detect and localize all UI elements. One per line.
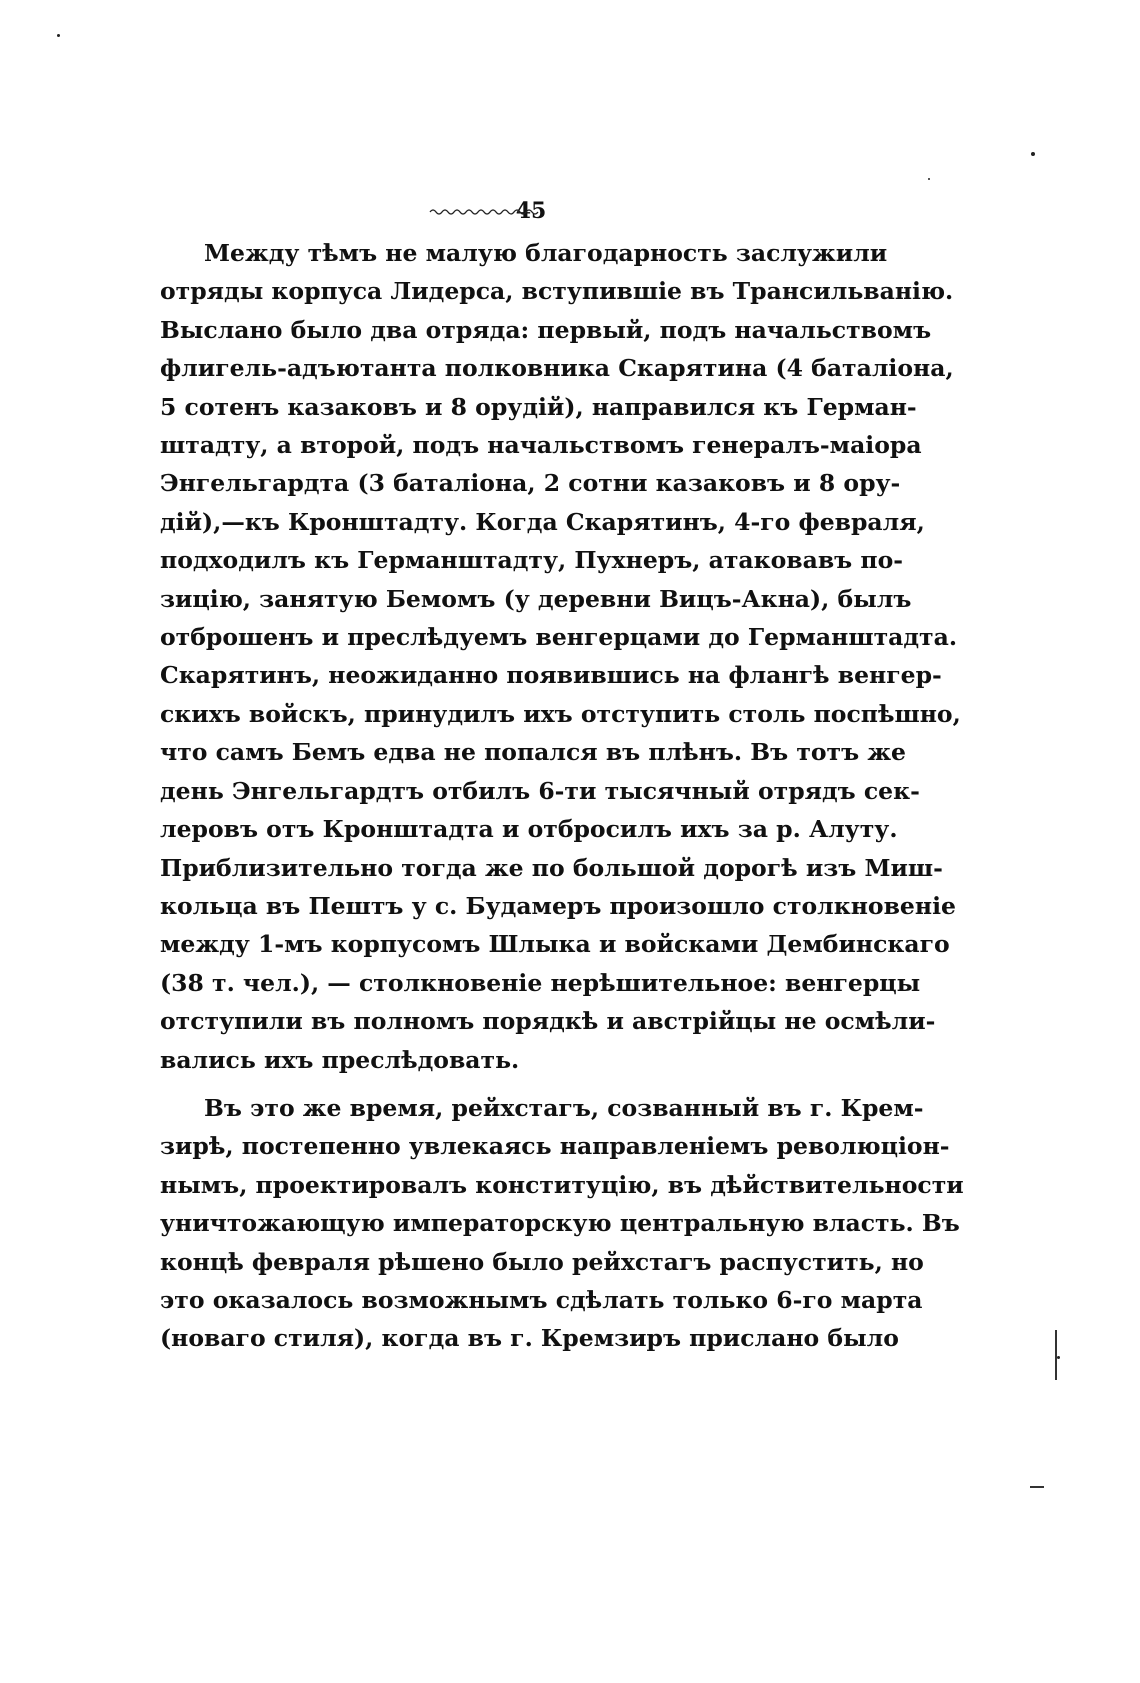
text-line: зирѣ, постепенно увлекаясь направленіемъ революціон- [160, 1132, 950, 1161]
text-line: день Энгельгардтъ отбилъ 6-ти тысячный отрядъ сек- [160, 776, 920, 805]
text-line: что самъ Бемъ едва не попался въ плѣнъ. Въ тотъ же [160, 738, 907, 767]
body-text [160, 234, 964, 1358]
text-line: Скарятинъ, неожиданно появившись на флангѣ венгер- [160, 661, 942, 690]
text-line: Выслано было два отряда: первый, подъ начальствомъ [160, 315, 932, 344]
text-line: подходилъ къ Германштадту, Пухнеръ, атаковавъ по- [160, 546, 903, 575]
paragraph-gap [160, 1079, 820, 1089]
text-line: Между тѣмъ не малую благодарность заслужили [204, 239, 888, 267]
paragraph [160, 234, 961, 1079]
text-line: 5 сотенъ казаковъ и 8 орудій), направился къ Герман- [160, 392, 917, 421]
scan-edge-mark [1055, 1330, 1057, 1380]
text-line: Приблизительно тогда же по большой дорогѣ изъ Миш- [160, 853, 943, 882]
text-line: штадту, а второй, подъ начальствомъ генералъ-маіора [160, 431, 922, 460]
text-line: (38 т. чел.), — столкновеніе нерѣшительное: венгерцы [160, 968, 921, 997]
text-line: дій),—къ Кронштадту. Когда Скарятинъ, 4-го февраля, [160, 507, 925, 536]
text-line: (новаго стиля), когда въ г. Кремзиръ прислано было [160, 1324, 899, 1353]
text-line: скихъ войскъ, принудилъ ихъ отступить столь поспѣшно, [160, 699, 961, 728]
text-line: концѣ февраля рѣшено было рейхстагъ распустить, но [160, 1247, 924, 1276]
text-line: леровъ отъ Кронштадта и отбросилъ ихъ за р. Алуту. [160, 815, 898, 844]
scan-speck [1057, 1356, 1060, 1359]
text-line: Въ это же время, рейхстагъ, созванный въ г. Крем- [204, 1093, 924, 1122]
wavy-rule-ornament [428, 206, 540, 218]
text-line: флигель-адъютанта полковника Скарятина (4 баталіона, [160, 354, 954, 383]
scan-edge-mark [1030, 1486, 1044, 1488]
text-line: кольца въ Пештъ у с. Будамеръ произошло столкновеніе [160, 891, 956, 920]
text-line: отброшенъ и преслѣдуемъ венгерцами до Германштадта. [160, 623, 958, 652]
scan-speck [57, 34, 60, 37]
text-line: уничтожающую императорскую центральную власть. Въ [160, 1209, 960, 1238]
text-line: отступили въ полномъ порядкѣ и австрійцы не осмѣли- [160, 1007, 936, 1036]
text-line: зицію, занятую Бемомъ (у деревни Вицъ-Акна), былъ [160, 584, 912, 613]
paragraph [160, 1089, 964, 1358]
scan-speck [1031, 152, 1035, 156]
text-line: это оказалось возможнымъ сдѣлать только 6-го марта [160, 1285, 923, 1314]
scan-speck [928, 178, 930, 180]
text-line: отряды корпуса Лидерса, вступившіе въ Трансильванію. [160, 277, 954, 306]
text-line: между 1-мъ корпусомъ Шлыка и войсками Дембинскаго [160, 930, 950, 959]
text-line: Энгельгардта (3 баталіона, 2 сотни казаковъ и 8 ору- [160, 469, 901, 498]
page-number: 45 [515, 198, 547, 224]
text-line: вались ихъ преслѣдовать. [160, 1045, 520, 1074]
text-line: нымъ, проектировалъ конституцію, въ дѣйствительности [160, 1170, 964, 1199]
